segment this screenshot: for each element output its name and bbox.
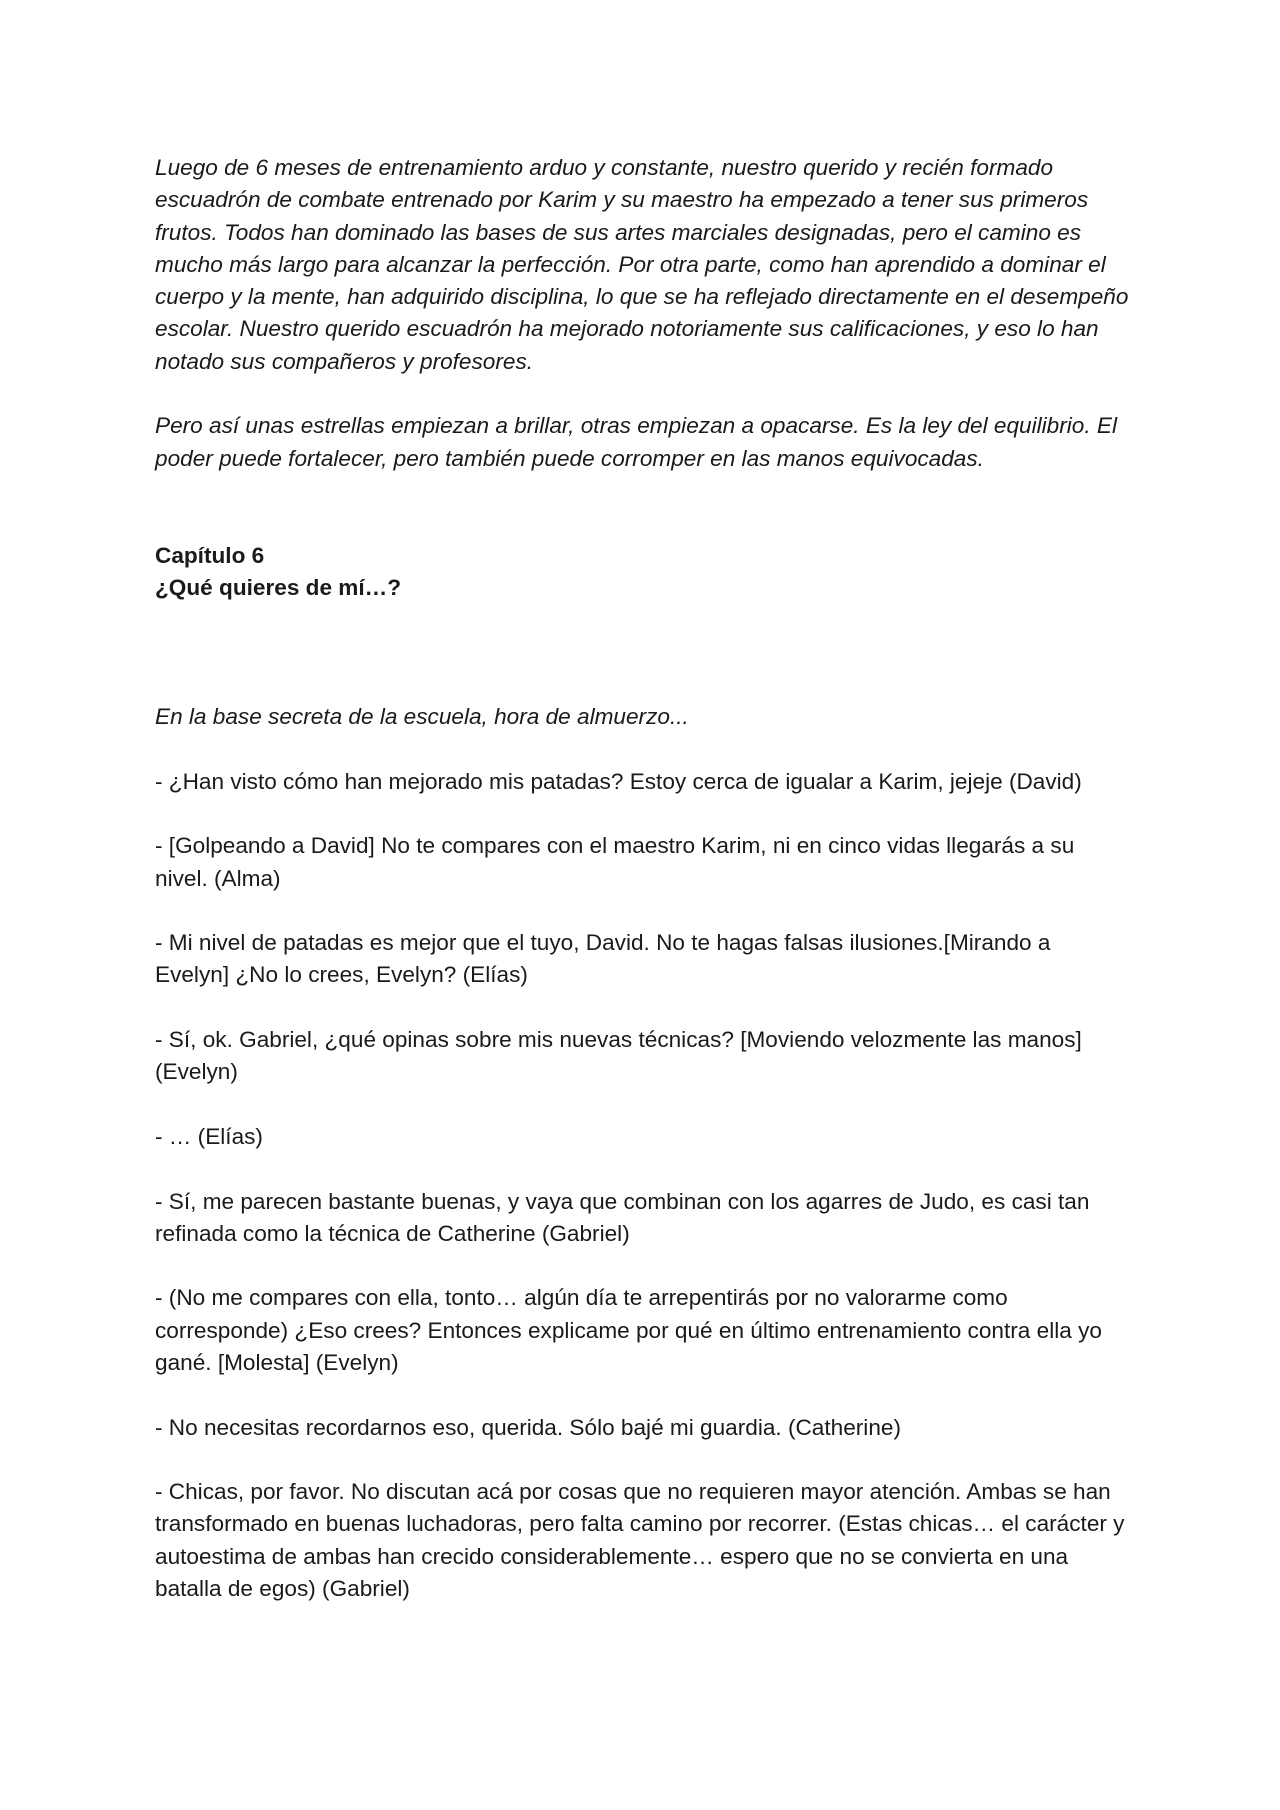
dialogue-line: - Mi nivel de patadas es mejor que el tuyo, David. No te hagas falsas ilusiones.[Mirando a Evelyn] ¿No lo crees, Evelyn? (Elías) [155,930,1051,988]
chapter-number: Capítulo 6 [155,542,265,568]
dialogue-line: - Chicas, por favor. No discutan acá por cosas que no requieren mayor atención. Ambas se han transformado en buenas luchadoras, pero falta camino por recorrer. (Estas chicas… el carácter y autoestima de ambas han crecido considerablemente… espero que no se convierta en una batalla de egos) (Gabriel) [155,1479,1125,1602]
dialogue-line: - Sí, ok. Gabriel, ¿qué opinas sobre mis nuevas técnicas? [Moviendo velozmente las manos] (Evelyn) [155,1027,1082,1085]
dialogue-line: - Sí, me parecen bastante buenas, y vaya que combinan con los agarres de Judo, es casi tan refinada como la técnica de Catherine (Gabriel) [155,1188,1090,1246]
dialogue-line: - … (Elías) [155,1123,263,1149]
scene-setting: En la base secreta de la escuela, hora de almuerzo... [155,704,689,730]
chapter-heading [155,540,1130,605]
intro-paragraph-2: Pero así unas estrellas empiezan a brillar, otras empiezan a opacarse. Es la ley del equilibrio. El poder puede fortalecer, pero también puede corromper en las manos equivocadas. [155,413,1117,471]
dialogue-line: - ¿Han visto cómo han mejorado mis patadas? Estoy cerca de igualar a Karim, jejeje (David) [155,768,1082,794]
chapter-title: ¿Qué quieres de mí…? [155,574,402,600]
dialogue-line: - No necesitas recordarnos eso, querida. Sólo bajé mi guardia. (Catherine) [155,1414,901,1440]
intro-paragraph-1: Luego de 6 meses de entrenamiento arduo y constante, nuestro querido y recién formado escuadrón de combate entrenado por Karim y su maestro ha empezado a tener sus primeros frutos. Todos han dominado las bases de sus artes marciales designadas, pero el camino es mucho más largo para alcanzar la perfección. Por otra parte, como han aprendido a dominar el cuerpo y la mente, han adquirido disciplina, lo que se ha reflejado directamente en el desempeño escolar. Nuestro querido escuadrón ha mejorado notoriamente sus calificaciones, y eso lo han notado sus compañeros y profesores. [155,155,1129,374]
dialogue-line: - (No me compares con ella, tonto… algún día te arrepentirás por no valorarme como corresponde) ¿Eso crees? Entonces explicame por qué en último entrenamiento contra ella yo gané. [Molesta] (Evelyn) [155,1285,1102,1375]
document-page [155,152,1130,1638]
dialogue-line: - [Golpeando a David] No te compares con el maestro Karim, ni en cinco vidas llegarás a su nivel. (Alma) [155,833,1075,891]
